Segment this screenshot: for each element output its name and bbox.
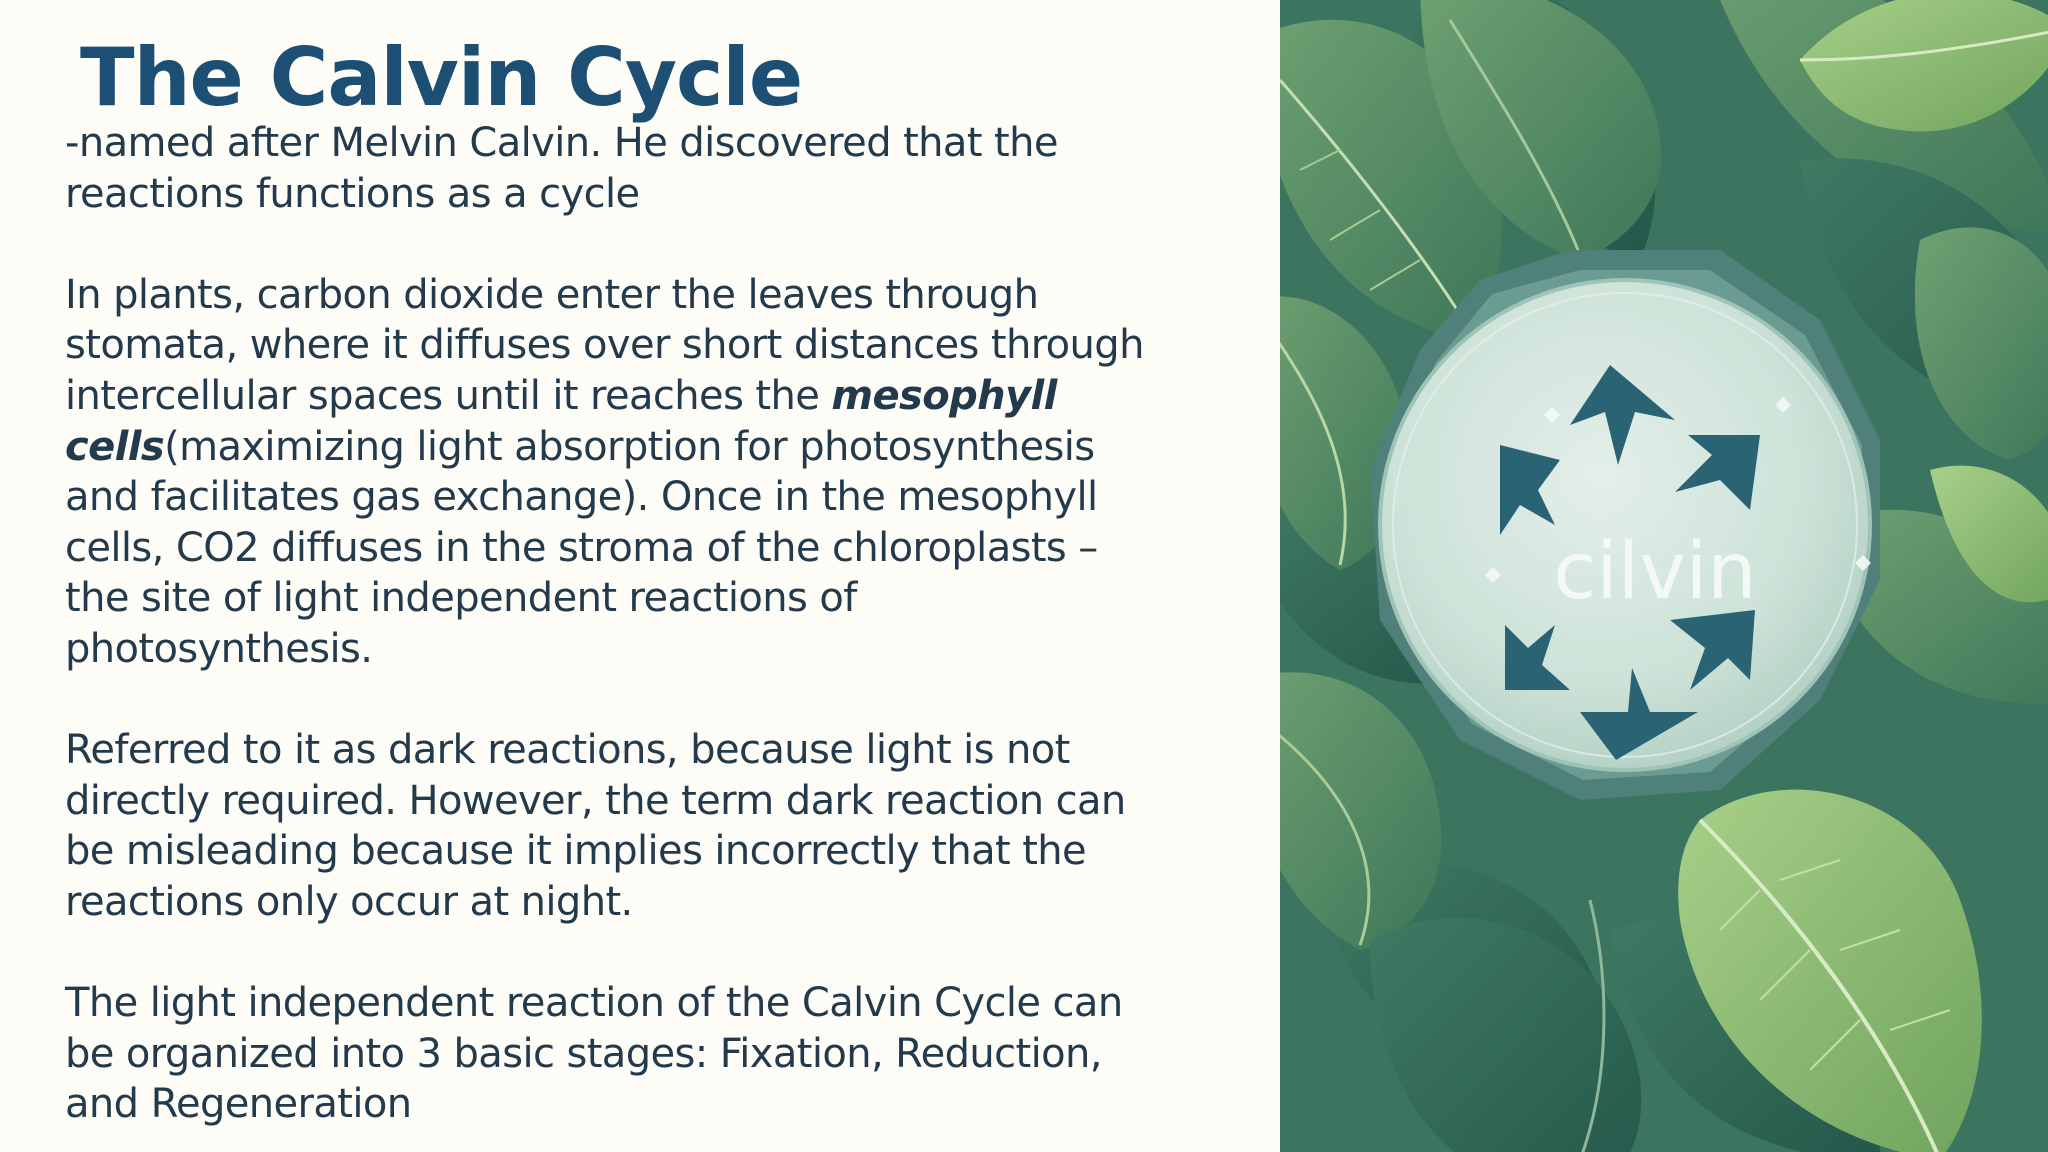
slide-body: [65, 118, 1215, 1152]
text-fragment: intercellular spaces until it reaches the: [65, 372, 832, 419]
text-line: reactions functions as a cycle: [65, 170, 640, 217]
text-line: the site of light independent reactions of: [65, 575, 857, 622]
slide-title: The Calvin Cycle: [80, 31, 803, 124]
text-line: cells, CO2 diffuses in the stroma of the chloroplasts –: [65, 524, 1098, 571]
text-fragment: (maximizing light absorption for photosynthesis: [164, 423, 1095, 470]
text-line: be organized into 3 basic stages: Fixation, Reduction,: [65, 1030, 1102, 1077]
text-line: be misleading because it implies incorrectly that the: [65, 828, 1087, 875]
text-line: photosynthesis.: [65, 625, 373, 672]
text-line: reactions only occur at night.: [65, 878, 633, 925]
badge-face: [1380, 280, 1870, 770]
leaf-illustration: [1280, 0, 2048, 1152]
emphasis-mesophyll: mesophyll: [831, 372, 1057, 419]
text-line: stomata, where it diffuses over short distances through: [65, 322, 1144, 369]
paragraph-dark-reactions: [65, 725, 1215, 927]
text-line: -named after Melvin Calvin. He discovered that the: [65, 120, 1058, 166]
text-line: In plants, carbon dioxide enter the leaves through: [65, 271, 1039, 318]
text-line: The light independent reaction of the Calvin Cycle can: [65, 980, 1123, 1027]
badge-label: cilvin: [1553, 527, 1757, 617]
paragraph-co2-path: [65, 270, 1215, 675]
paragraph-intro: [65, 118, 1215, 219]
text-line: [65, 422, 1215, 473]
text-line: directly required. However, the term dark reaction can: [65, 777, 1126, 824]
paragraph-stages: [65, 978, 1215, 1130]
leaf-illustration-svg: [1280, 0, 2048, 1152]
emphasis-cells: cells: [65, 423, 165, 470]
text-line: and facilitates gas exchange). Once in the mesophyll: [65, 474, 1098, 521]
text-line: [65, 371, 1215, 422]
text-line: Referred to it as dark reactions, because light is not: [65, 727, 1070, 774]
text-line: and Regeneration: [65, 1081, 412, 1128]
